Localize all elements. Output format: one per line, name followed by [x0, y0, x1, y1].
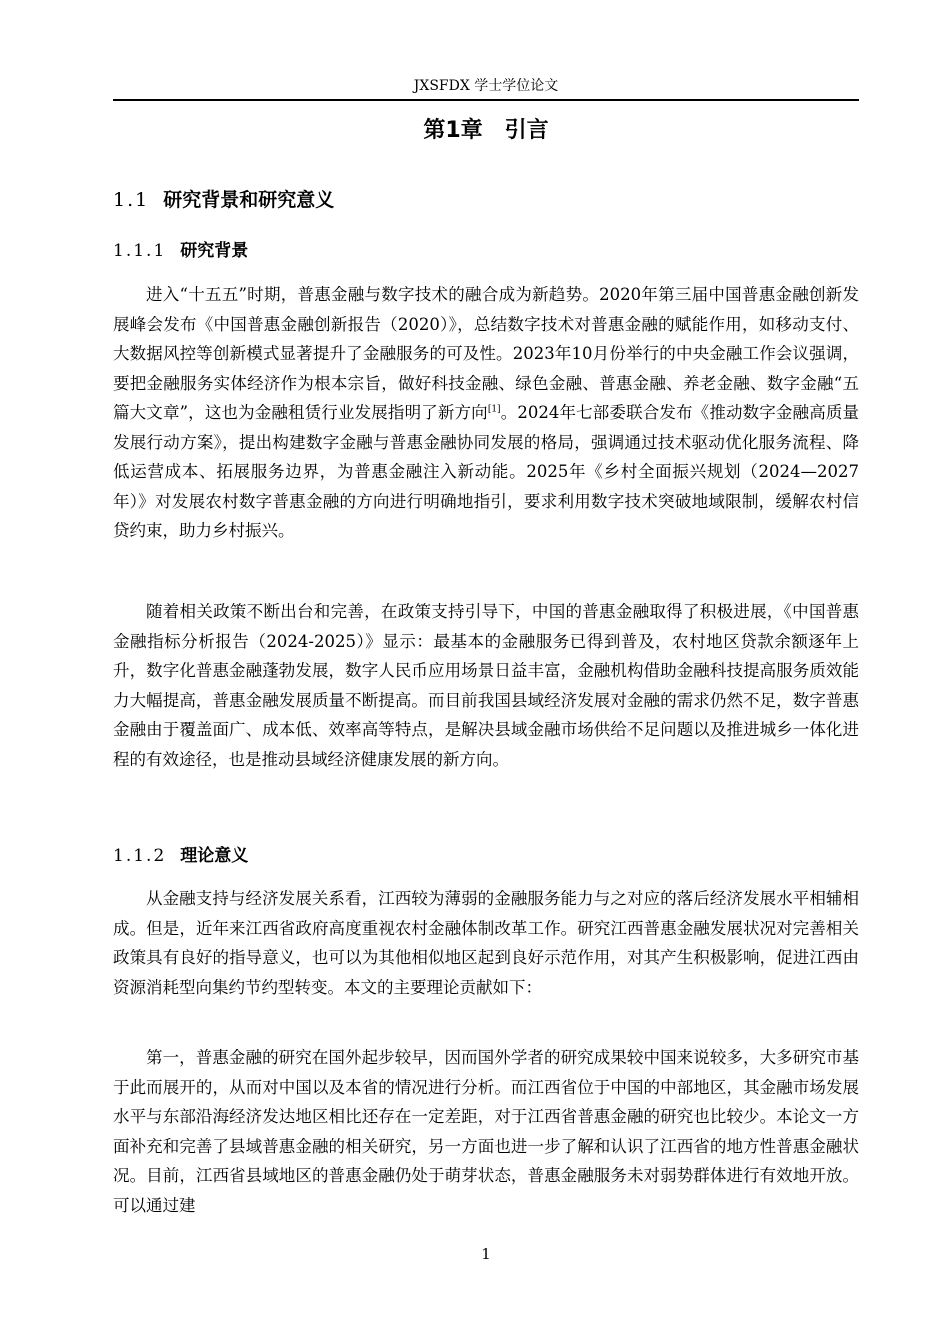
section-heading-1-1-1 [113, 238, 248, 264]
chapter-title: 第1章 引言 [423, 118, 549, 143]
section-title: 研究背景 [180, 241, 249, 261]
section-heading-1-1 [113, 186, 334, 214]
paragraph-text: 进入“十五五”时期，普惠金融与数字技术的融合成为新趋势。2020年第三届中国普惠金融创新发展峰会发布《中国普惠金融创新报告（2020）》，总结数字技术对普惠金融的赋能作用，如移动支付、大数据风控等创新模式显著提升了金融服务的可及性。2023年10月份举行的中央金融工作会议强调，要把金融服务实体经济作为根本宗旨，做好科技金融、绿色金融、普惠金融、养老金融、数字金融“五篇大文章”，这也为金融租赁行业发展指明了新方向 [113, 285, 859, 422]
section-title: 研究背景和研究意义 [163, 189, 335, 211]
paragraph-text: 。2024年七部委联合发布《推动数字金融高质量发展行动方案》，提出构建数字金融与普惠金融协同发展的格局，强调通过技术驱动优化服务流程、降低运营成本、拓展服务边界，为普惠金融注入新动能。2025年《乡村全面振兴规划（2024—2027年）》对发展农村数字普惠金融的方向进行明确地指引，要求利用数字技术突破地域限制，缓解农村信贷约束，助力乡村振兴。 [113, 403, 859, 540]
section-number: 1.1 [113, 189, 150, 211]
section-number: 1.1.2 [113, 846, 167, 866]
paragraph-theory-2: 第一，普惠金融的研究在国外起步较早，因而国外学者的研究成果较中国来说较多，大多研究市基于此而展开的，从而对中国以及本省的情况进行分析。而江西省位于中国的中部地区，其金融市场发展水平与东部沿海经济发达地区相比还存在一定差距，对于江西省普惠金融的研究也比较少。本论文一方面补充和完善了县域普惠金融的相关研究，另一方面也进一步了解和认识了江西省的地方性普惠金融状况。目前，江西省县域地区的普惠金融仍处于萌芽状态，普惠金融服务未对弱势群体进行有效地开放。可以通过建 [113, 1048, 859, 1215]
section-title: 理论意义 [180, 846, 249, 866]
running-header: JXSFDX 学士学位论文 [413, 78, 559, 94]
header-rule [113, 99, 859, 101]
paragraph-theory-1: 从金融支持与经济发展关系看，江西较为薄弱的金融服务能力与之对应的落后经济发展水平相辅相成。但是，近年来江西省政府高度重视农村金融体制改革工作。研究江西普惠金融发展状况对完善相关政策具有良好的指导意义，也可以为其他相似地区起到良好示范作用，对其产生积极影响，促进江西由资源消耗型向集约节约型转变。本文的主要理论贡献如下： [113, 889, 859, 997]
paragraph-background-1 [113, 280, 859, 546]
section-number: 1.1.1 [113, 241, 167, 261]
page-number: 1 [481, 1245, 491, 1263]
paragraph-background-2: 随着相关政策不断出台和完善，在政策支持引导下，中国的普惠金融取得了积极进展，《中国普惠金融指标分析报告（2024-2025）》显示：最基本的金融服务已得到普及，农村地区贷款余额逐年上升，数字化普惠金融蓬勃发展，数字人民币应用场景日益丰富，金融机构借助金融科技提高服务质效能力大幅提高，普惠金融发展质量不断提高。而目前我国县域经济发展对金融的需求仍然不足，数字普惠金融由于覆盖面广、成本低、效率高等特点，是解决县域金融市场供给不足问题以及推进城乡一体化进程的有效途径，也是推动县域经济健康发展的新方向。 [113, 602, 859, 769]
section-heading-1-1-2 [113, 843, 248, 869]
citation-ref: [1] [487, 404, 501, 415]
